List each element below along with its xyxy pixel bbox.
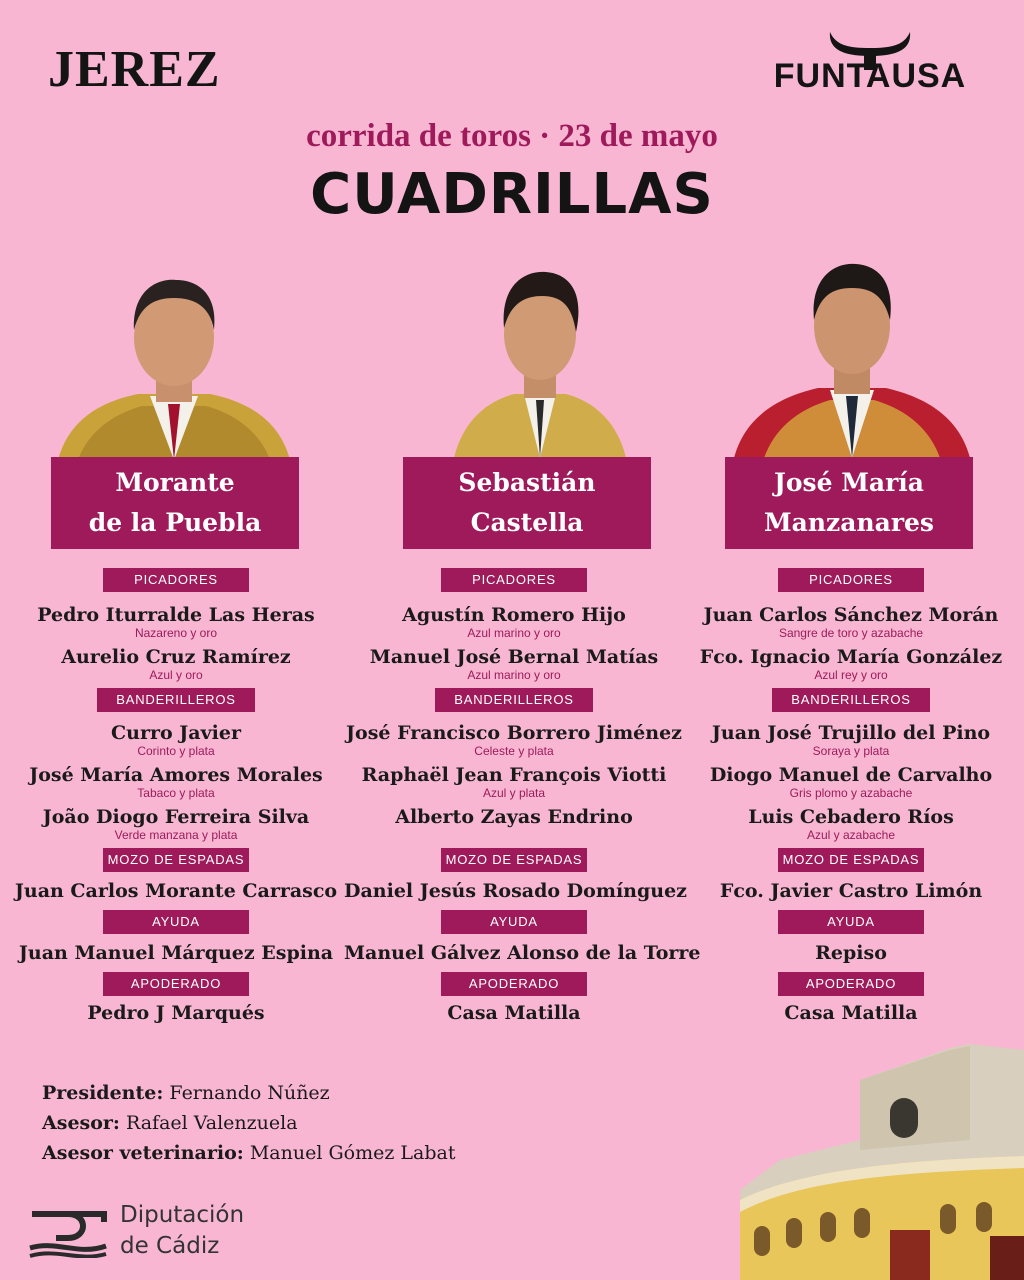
picador-colors: Azul y oro	[149, 668, 203, 682]
diputacion-line1: Diputación	[120, 1202, 245, 1228]
apoderado-label: APODERADO	[103, 972, 249, 996]
presidente-row	[42, 1078, 455, 1108]
matador-1-portrait	[58, 272, 290, 460]
picador-name: Juan Carlos Sánchez Morán	[703, 604, 999, 626]
bullring-illustration	[740, 1040, 1024, 1280]
apoderado-name: Pedro J Marqués	[87, 1002, 265, 1024]
picador-name: Fco. Ignacio María González	[699, 646, 1003, 668]
veterinario-name: Manuel Gómez Labat	[249, 1142, 456, 1164]
picador-name: Manuel José Bernal Matías	[369, 646, 659, 668]
mozo-name: Fco. Javier Castro Limón	[719, 880, 983, 902]
ayuda-name: Manuel Gálvez Alonso de la Torre	[344, 942, 701, 964]
banderilleros-label: BANDERILLEROS	[435, 688, 593, 712]
picador-name: Pedro Iturralde Las Heras	[37, 604, 315, 626]
picador-colors: Azul marino y oro	[467, 626, 561, 640]
matador-3-portrait	[734, 260, 970, 458]
presidente-label: Presidente:	[42, 1082, 164, 1104]
diputacion-logo	[28, 1200, 244, 1262]
cuadrilla-column-2	[344, 568, 701, 1024]
apoderado-name: Casa Matilla	[784, 1002, 918, 1024]
banderillero-colors: Azul y azabache	[806, 828, 896, 842]
banderillero-name: João Diogo Ferreira Silva	[42, 806, 310, 828]
asesor-label: Asesor:	[42, 1112, 120, 1134]
ayuda-name: Repiso	[815, 942, 887, 964]
matador-3-name-line1: José María	[774, 468, 924, 497]
matador-1-name	[51, 457, 299, 549]
banderillero-name: Raphaël Jean François Viotti	[361, 764, 667, 786]
diputacion-text	[120, 1200, 244, 1262]
matador-2-name-line2: Castella	[470, 508, 584, 537]
apoderado-label: APODERADO	[441, 972, 587, 996]
banderilleros-label: BANDERILLEROS	[97, 688, 255, 712]
matador-2-portrait	[454, 266, 626, 458]
banderillero-name: José María Amores Morales	[29, 764, 323, 786]
matador-2-name	[403, 457, 651, 549]
presidente-name: Fernando Núñez	[169, 1082, 330, 1104]
banderillero-name: José Francisco Borrero Jiménez	[346, 722, 682, 744]
picador-colors: Nazareno y oro	[134, 626, 218, 640]
funtausa-wordmark: FUNTAUSA	[773, 57, 967, 95]
picador-colors: Sangre de toro y azabache	[778, 626, 924, 640]
banderillero-colors: Verde manzana y plata	[114, 828, 238, 842]
banderillero-colors	[344, 828, 684, 842]
picador-name: Aurelio Cruz Ramírez	[61, 646, 291, 668]
matador-1-name-line2: de la Puebla	[88, 508, 262, 537]
banderillero-colors: Soraya y plata	[812, 744, 890, 758]
banderillero-colors: Tabaco y plata	[137, 786, 215, 800]
banderillero-name: Luis Cebadero Ríos	[748, 806, 954, 828]
picadores-label: PICADORES	[778, 568, 924, 592]
banderillero-name: Juan José Trujillo del Pino	[711, 722, 991, 744]
apoderado-label: APODERADO	[778, 972, 924, 996]
picador-name: Agustín Romero Hijo	[402, 604, 626, 626]
funtausa-logo	[770, 30, 970, 100]
cuadrilla-column-3	[681, 568, 1021, 1024]
banderillero-colors: Corinto y plata	[137, 744, 215, 758]
page-title: CUADRILLAS	[310, 162, 714, 227]
mozo-label: MOZO DE ESPADAS	[778, 848, 924, 872]
picador-colors: Azul marino y oro	[467, 668, 561, 682]
mozo-label: MOZO DE ESPADAS	[441, 848, 587, 872]
event-subtitle: corrida de toros · 23 de mayo	[306, 118, 718, 154]
banderillero-colors: Azul y plata	[482, 786, 546, 800]
mozo-name: Juan Carlos Morante Carrasco	[14, 880, 338, 902]
diputacion-emblem-icon	[28, 1204, 108, 1258]
diputacion-line2: de Cádiz	[120, 1233, 220, 1259]
matador-3-name	[725, 457, 973, 549]
banderillero-colors: Celeste y plata	[474, 744, 554, 758]
banderillero-name: Diogo Manuel de Carvalho	[709, 764, 993, 786]
picadores-label: PICADORES	[441, 568, 587, 592]
veterinario-label: Asesor veterinario:	[42, 1142, 244, 1164]
ayuda-label: AYUDA	[103, 910, 249, 934]
officials-list	[42, 1078, 455, 1168]
matador-3-name-line2: Manzanares	[764, 508, 934, 537]
veterinario-row	[42, 1138, 455, 1168]
ayuda-label: AYUDA	[778, 910, 924, 934]
ayuda-label: AYUDA	[441, 910, 587, 934]
ayuda-name: Juan Manuel Márquez Espina	[18, 942, 334, 964]
banderillero-name: Curro Javier	[111, 722, 241, 744]
banderillero-colors: Gris plomo y azabache	[789, 786, 913, 800]
banderilleros-label: BANDERILLEROS	[772, 688, 930, 712]
mozo-label: MOZO DE ESPADAS	[103, 848, 249, 872]
jerez-logo: JEREZ	[48, 41, 221, 98]
banderillero-name: Alberto Zayas Endrino	[395, 806, 633, 828]
mozo-name: Daniel Jesús Rosado Domínguez	[344, 880, 687, 902]
matador-1-name-line1: Morante	[115, 468, 235, 497]
apoderado-name: Casa Matilla	[447, 1002, 581, 1024]
matador-2-name-line1: Sebastián	[458, 468, 596, 497]
cuadrilla-column-1	[6, 568, 346, 1024]
picador-colors: Azul rey y oro	[814, 668, 888, 682]
picadores-label: PICADORES	[103, 568, 249, 592]
asesor-name: Rafael Valenzuela	[125, 1112, 298, 1134]
asesor-row	[42, 1108, 455, 1138]
